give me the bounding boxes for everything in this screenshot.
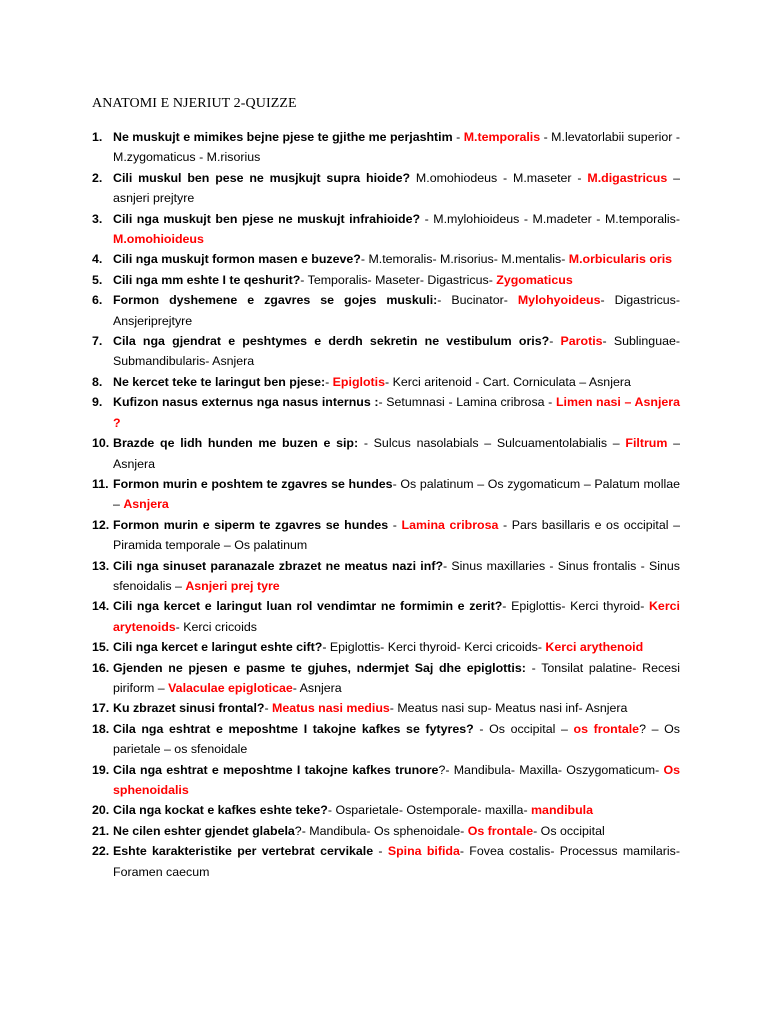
question-number: 14. [92, 599, 110, 614]
question-text: Formon dyshemene e zgavres se gojes muskuli: [113, 293, 438, 308]
question-body [113, 249, 680, 269]
question-body [113, 433, 680, 474]
answer-options: - Osparietale- Ostemporale- maxilla- [327, 803, 532, 818]
answer-options: - Sublinguae- Submandibularis- Asnjera [113, 334, 681, 369]
question-text: Cila nga eshtrat e meposhtme I takojne kafkes trunore [113, 762, 439, 777]
question-item [92, 127, 680, 168]
question-text: Gjenden ne pjesen e pasme te gjuhes, ndermjet Saj dhe epiglottis: [113, 660, 526, 675]
question-text: Cili nga muskujt formon masen e buzeve? [113, 252, 361, 267]
question-text: Cila nga eshtrat e meposhtme I takojne kafkes se fytyres? [113, 721, 474, 736]
correct-answer: M.omohioideus [113, 232, 204, 247]
answer-options: - [452, 130, 464, 144]
answer-options: - Pars basillaris e os occipital –Piramida temporale – Os palatinum [113, 517, 680, 553]
question-text: Cili nga muskujt ben pjese ne muskujt infrahioide? [113, 211, 421, 226]
answer-options: - Setumnasi - Lamina cribrosa - [378, 395, 556, 410]
question-text: Cili nga sinuset paranazale zbrazet ne meatus nazi inf? [113, 558, 444, 573]
question-item [92, 556, 680, 597]
correct-answer: Filtrum [625, 436, 668, 451]
answer-options: - Os occipital [533, 823, 605, 838]
answer-options: - Os palatinum – Os zygomaticum – Palatum mollae – [113, 476, 680, 512]
answer-options: - Digastricus- Ansjeriprejtyre [113, 293, 680, 328]
question-body [113, 372, 680, 392]
correct-answer: Asnjeri prej tyre [185, 578, 280, 593]
question-number: 15. [92, 640, 110, 655]
question-text: Eshte karakteristike per vertebrat cervikale [113, 844, 374, 859]
answer-options: - Os occipital – [473, 721, 574, 736]
question-item [92, 372, 680, 392]
question-item [92, 719, 680, 760]
correct-answer: Parotis [560, 334, 603, 349]
answer-options: - [264, 701, 273, 716]
question-item [92, 841, 680, 882]
question-number: 16. [92, 660, 110, 675]
answer-options: ? – Os parietale – os sfenoidale [113, 721, 680, 757]
question-body [113, 270, 680, 290]
question-body [113, 515, 680, 556]
question-item [92, 821, 680, 841]
question-body [113, 556, 680, 597]
answer-options: - Kerci cricoids [175, 619, 257, 634]
answer-options: - [373, 844, 388, 859]
question-number: 1. [92, 130, 103, 144]
correct-answer: Meatus nasi medius [272, 701, 390, 716]
question-number: 19. [92, 762, 110, 777]
question-item [92, 658, 680, 699]
question-body [113, 127, 680, 168]
question-body [113, 168, 680, 209]
question-number: 9. [92, 395, 103, 410]
question-text: Cili muskul ben pese ne musjkujt supra hioide? [113, 170, 411, 185]
question-body [113, 331, 680, 372]
question-text: Cila nga gjendrat e peshtymes e derdh sekretin ne vestibulum oris? [113, 334, 550, 349]
correct-answer: Mylohyoideus [517, 293, 601, 308]
question-number: 8. [92, 374, 103, 389]
question-number: 13. [92, 558, 110, 573]
question-body [113, 658, 680, 699]
question-number: 11. [92, 476, 109, 491]
question-body [113, 719, 680, 760]
answer-options: - [388, 517, 402, 532]
answer-options: - [549, 334, 561, 349]
correct-answer: Asnjera [123, 497, 169, 512]
answer-options: - Asnjera [292, 680, 342, 695]
question-number: 22. [92, 844, 110, 859]
answer-options: - Fovea costalis- Processus mamilaris- Foramen caecum [113, 844, 680, 879]
question-number: 5. [92, 272, 103, 287]
answer-options: - M.temoralis- M.risorius- M.mentalis- [360, 252, 569, 267]
question-item [92, 433, 680, 474]
question-item [92, 515, 680, 556]
question-body [113, 698, 680, 718]
answer-options: ?- Mandibula- Os sphenoidale- [294, 823, 468, 838]
question-body [113, 800, 680, 820]
question-body [113, 637, 680, 657]
question-text: Ne muskujt e mimikes bejne pjese te gjithe me perjashtim [113, 130, 453, 144]
question-list [92, 127, 680, 882]
question-item [92, 168, 680, 209]
question-text: Brazde qe lidh hunden me buzen e sip: [113, 436, 359, 451]
answer-options: – asnjeri prejtyre [113, 170, 680, 206]
question-body [113, 209, 680, 250]
question-text: Cili nga kercet e laringut eshte cift? [113, 640, 323, 655]
answer-options: ?- Mandibula- Maxilla- Oszygomaticum- [438, 762, 664, 777]
question-number: 6. [92, 293, 103, 308]
answer-options: M.omohiodeus - M.maseter - [410, 170, 588, 185]
question-text: Cili nga kercet e laringut luan rol vendimtar ne formimin e zerit? [113, 599, 503, 614]
question-text: Formon murin e poshtem te zgavres se hundes [113, 476, 393, 491]
correct-answer: mandibula [531, 803, 593, 818]
question-number: 12. [92, 517, 110, 532]
question-text: Kufizon nasus externus nga nasus internus : [113, 395, 379, 410]
answer-options: - M.levatorlabii superior - M.zygomaticus - M.risorius [113, 130, 680, 165]
correct-answer: Limen nasi – Asnjera ? [113, 395, 680, 430]
answer-options: - Meatus nasi sup- Meatus nasi inf- Asnjera [389, 701, 628, 716]
correct-answer: Kerci arytenoids [113, 599, 680, 634]
question-body [113, 392, 680, 433]
question-item [92, 209, 680, 250]
correct-answer: Os frontale [467, 823, 534, 838]
correct-answer: Epiglotis [332, 374, 385, 389]
answer-options: - Epiglottis- Kerci thyroid- [502, 599, 649, 614]
answer-options: - Temporalis- Maseter- Digastricus- [300, 272, 497, 287]
answer-options: - M.mylohioideus - M.madeter - M.temporalis- [420, 211, 680, 226]
correct-answer: M.temporalis [463, 130, 541, 144]
question-item [92, 698, 680, 718]
answer-options: - Tonsilat palatine- Recesi piriform – [113, 660, 680, 695]
question-number: 2. [92, 170, 103, 185]
question-item [92, 249, 680, 269]
correct-answer: Lamina cribrosa [401, 517, 499, 532]
answer-options: - Epiglottis- Kerci thyroid- Kerci cricoids- [322, 640, 546, 655]
question-number: 10. [92, 436, 110, 451]
question-text: Cili nga mm eshte I te qeshurit? [113, 272, 301, 287]
answer-options: - Bucinator- [437, 293, 518, 308]
correct-answer: Kerci arythenoid [545, 640, 644, 655]
question-number: 4. [92, 252, 103, 267]
question-item [92, 637, 680, 657]
question-body [113, 821, 680, 841]
question-item [92, 392, 680, 433]
correct-answer: M.digastricus [587, 170, 668, 185]
correct-answer: os frontale [573, 721, 640, 736]
question-item [92, 800, 680, 820]
question-text: Formon murin e siperm te zgavres se hundes [113, 517, 389, 532]
answer-options: - Sinus maxillaries - Sinus frontalis - Sinus sfenoidalis – [113, 558, 680, 593]
answer-options: - Kerci aritenoid - Cart. Corniculata – Asnjera [385, 374, 631, 389]
question-number: 17. [92, 701, 110, 716]
question-number: 7. [92, 334, 103, 349]
question-item [92, 474, 680, 515]
question-number: 20. [92, 803, 110, 818]
question-body [113, 596, 680, 637]
correct-answer: Spina bifida [387, 844, 460, 859]
answer-options: – Asnjera [113, 436, 680, 471]
question-text: Cila nga kockat e kafkes eshte teke? [113, 803, 328, 818]
document-title: ANATOMI E NJERIUT 2-QUIZZE [92, 96, 297, 111]
correct-answer: M.orbicularis oris [568, 252, 673, 267]
question-item [92, 290, 680, 331]
question-text: Ku zbrazet sinusi frontal? [113, 701, 265, 716]
question-text: Ne kercet teke te laringut ben pjese: [113, 374, 326, 389]
question-item [92, 270, 680, 290]
correct-answer: Zygomaticus [496, 272, 573, 287]
answer-options: - [325, 374, 333, 389]
question-item [92, 331, 680, 372]
question-number: 18. [92, 721, 110, 736]
question-text: Ne cilen eshter gjendet glabela [113, 823, 295, 838]
question-body [113, 290, 680, 331]
question-number: 3. [92, 211, 103, 226]
correct-answer: Os sphenoidalis [113, 762, 680, 797]
answer-options: - Sulcus nasolabials – Sulcuamentolabialis – [358, 436, 626, 451]
question-number: 21. [92, 823, 110, 838]
question-body [113, 841, 680, 882]
question-item [92, 760, 680, 801]
question-body [113, 474, 680, 515]
question-item [92, 596, 680, 637]
correct-answer: Valaculae epigloticae [168, 680, 293, 695]
question-body [113, 760, 680, 801]
